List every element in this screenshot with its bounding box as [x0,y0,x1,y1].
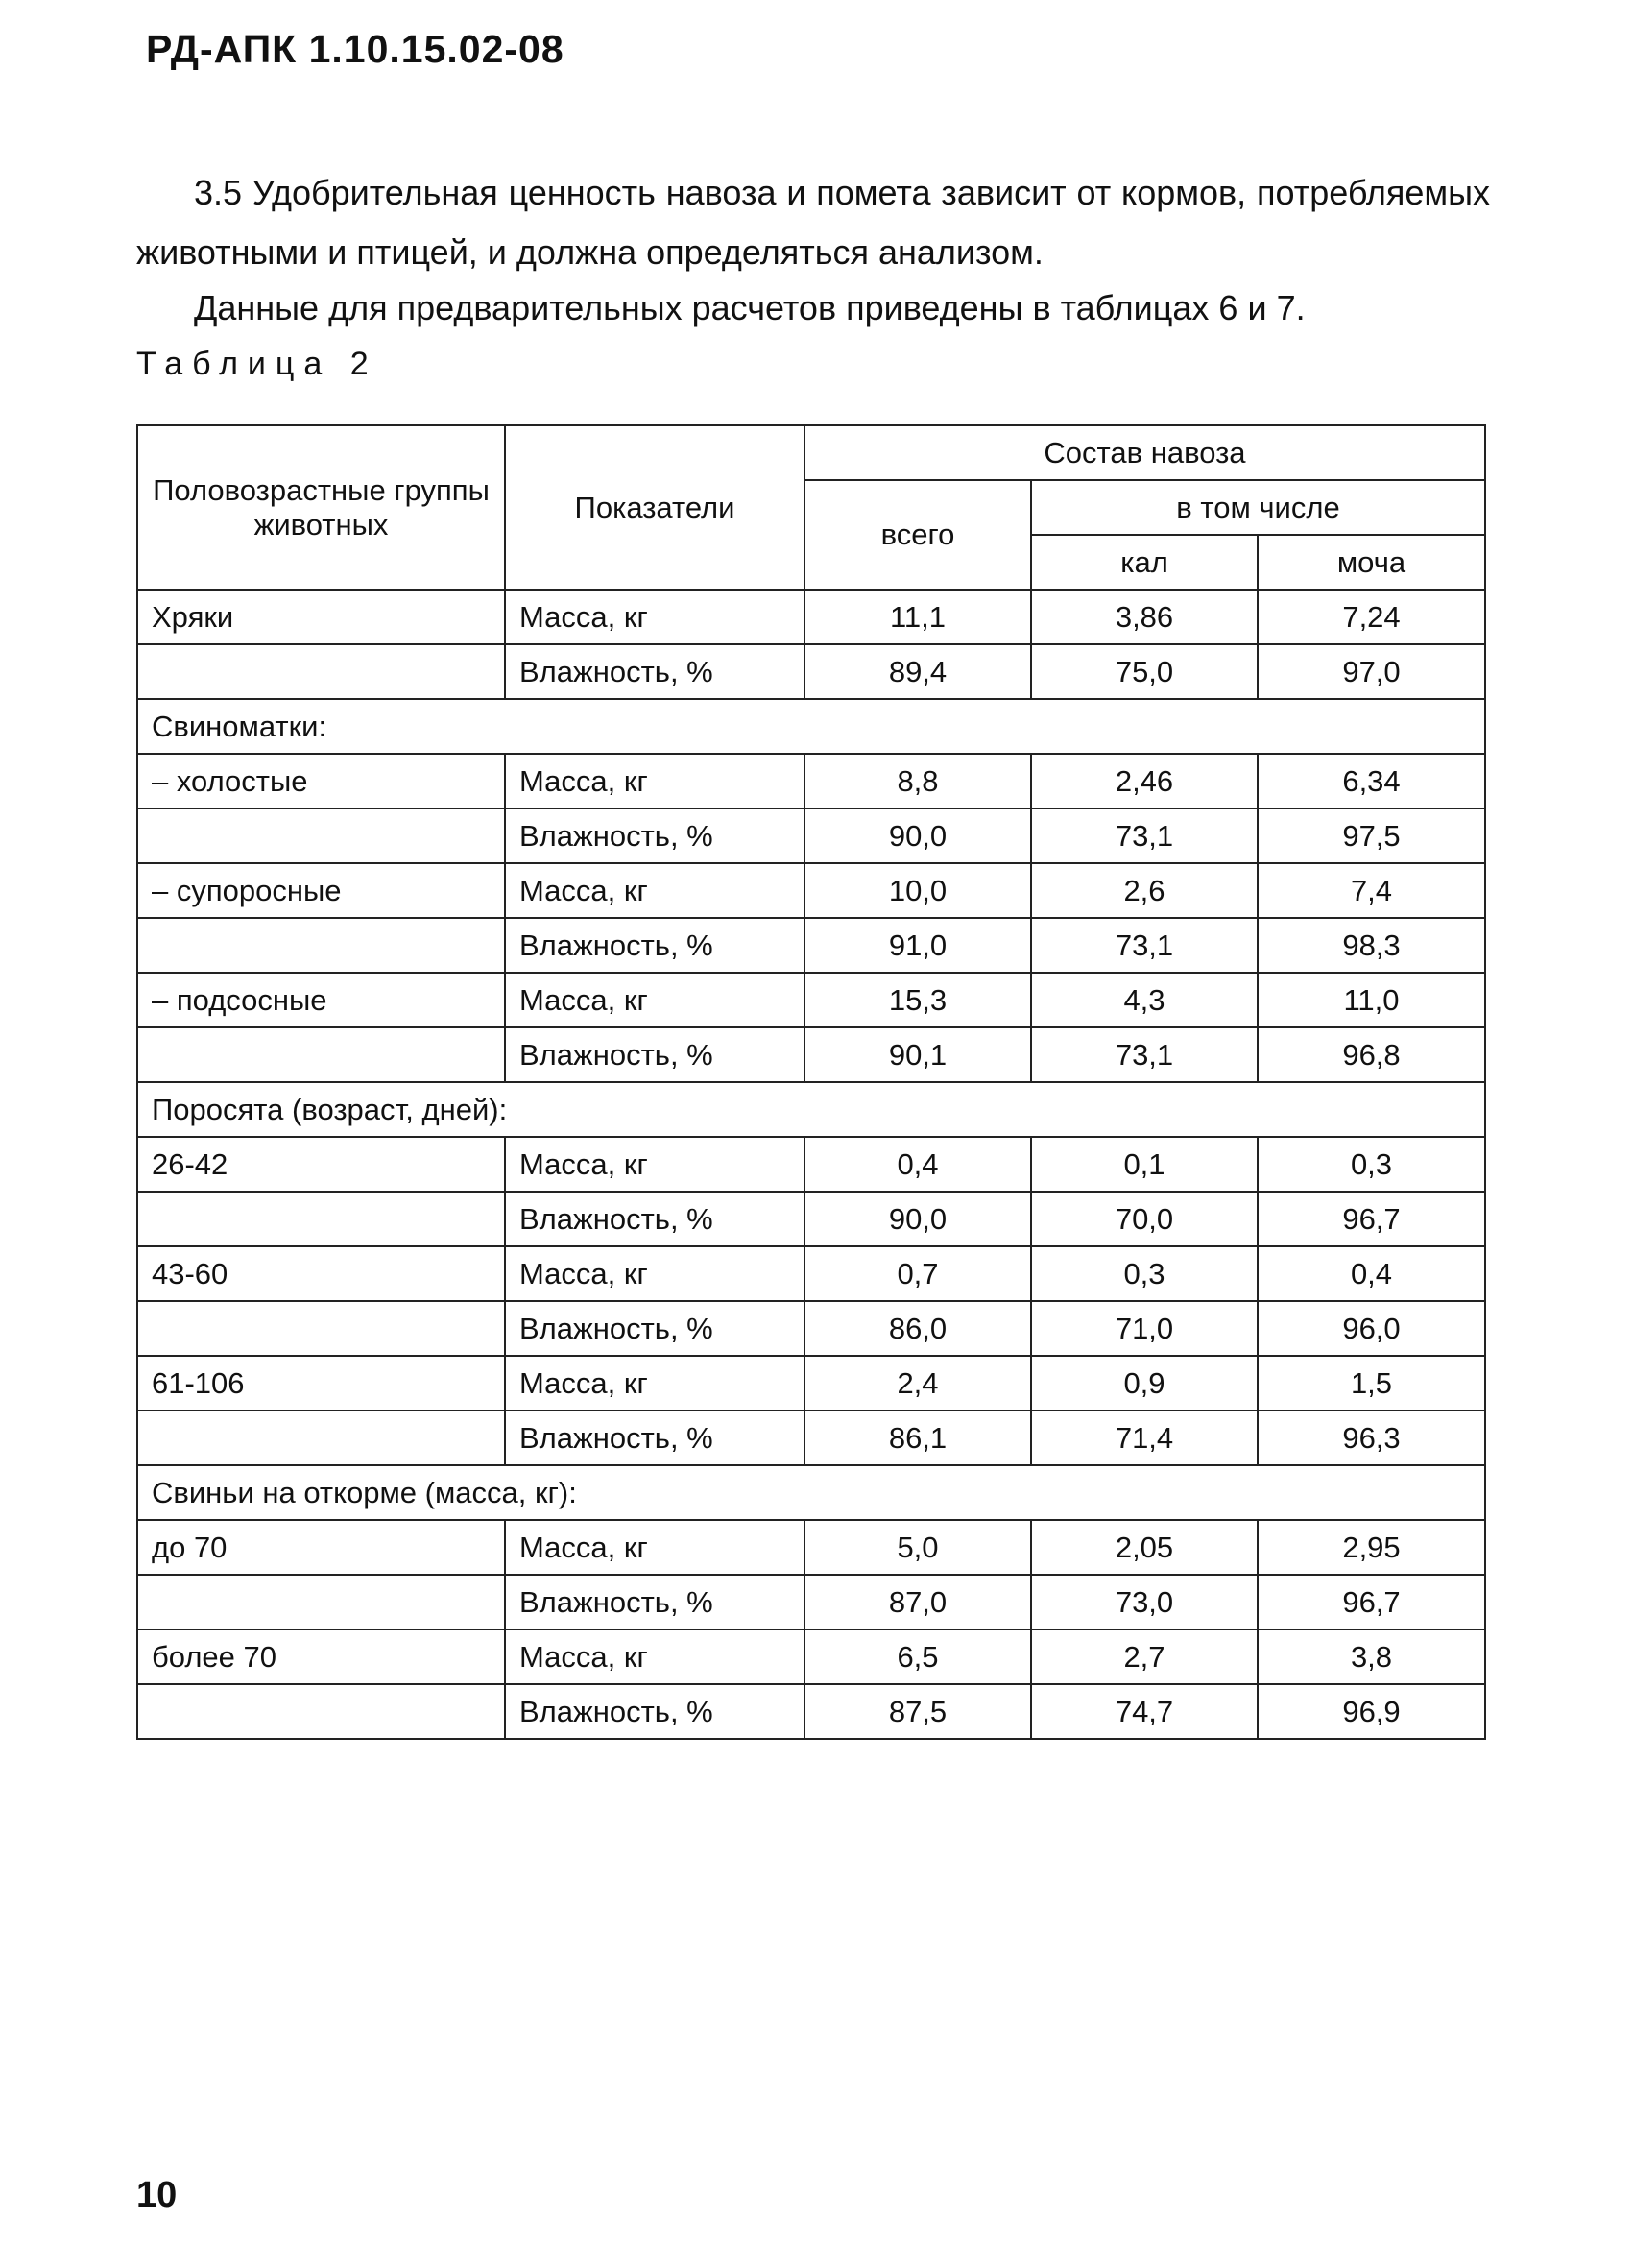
section-label: Свиноматки: [137,699,1485,754]
cell-urine: 96,8 [1258,1027,1485,1082]
header-including: в том числе [1031,480,1485,535]
header-feces: кал [1031,535,1258,590]
cell-total: 0,4 [804,1137,1031,1192]
section-label: Свиньи на откорме (масса, кг): [137,1465,1485,1520]
cell-indicator: Влажность, % [505,1301,804,1356]
cell-feces: 0,1 [1031,1137,1258,1192]
cell-urine: 96,9 [1258,1684,1485,1739]
cell-total: 90,0 [804,1192,1031,1246]
table-row [137,863,1485,918]
cell-total: 89,4 [804,644,1031,699]
cell-feces: 75,0 [1031,644,1258,699]
cell-total: 86,1 [804,1411,1031,1465]
cell-indicator: Масса, кг [505,1137,804,1192]
cell-urine: 3,8 [1258,1629,1485,1684]
document-code: РД-АПК 1.10.15.02-08 [146,27,564,71]
cell-indicator: Масса, кг [505,754,804,808]
table-row [137,1684,1485,1739]
cell-feces: 2,7 [1031,1629,1258,1684]
cell-urine: 0,4 [1258,1246,1485,1301]
cell-group [137,1301,505,1356]
cell-indicator: Масса, кг [505,1520,804,1575]
table-row [137,808,1485,863]
table-row [137,1301,1485,1356]
cell-urine: 96,7 [1258,1192,1485,1246]
cell-group [137,1027,505,1082]
header-composition: Состав навоза [804,425,1485,480]
cell-indicator: Масса, кг [505,973,804,1027]
cell-total: 11,1 [804,590,1031,644]
table-row [137,754,1485,808]
cell-feces: 73,1 [1031,1027,1258,1082]
table-section-row [137,1465,1485,1520]
table-row [137,1629,1485,1684]
cell-urine: 0,3 [1258,1137,1485,1192]
cell-indicator: Влажность, % [505,918,804,973]
cell-indicator: Влажность, % [505,808,804,863]
header-group: Половозрастные группы животных [137,425,505,590]
cell-urine: 96,3 [1258,1411,1485,1465]
cell-urine: 97,5 [1258,808,1485,863]
cell-feces: 0,9 [1031,1356,1258,1411]
cell-group: – подсосные [137,973,505,1027]
cell-group [137,918,505,973]
cell-group: – холостые [137,754,505,808]
manure-composition-table [136,424,1486,1740]
table-section-row [137,699,1485,754]
cell-total: 90,1 [804,1027,1031,1082]
cell-feces: 70,0 [1031,1192,1258,1246]
cell-group: более 70 [137,1629,505,1684]
cell-feces: 2,46 [1031,754,1258,808]
cell-indicator: Масса, кг [505,1246,804,1301]
header-total: всего [804,480,1031,590]
paragraph-data-reference: Данные для предварительных расчетов приведены в таблицах 6 и 7. [194,288,1306,327]
cell-indicator: Масса, кг [505,1356,804,1411]
cell-group: до 70 [137,1520,505,1575]
cell-urine: 97,0 [1258,644,1485,699]
cell-feces: 71,0 [1031,1301,1258,1356]
table-row [137,1575,1485,1629]
cell-total: 8,8 [804,754,1031,808]
paragraph-3-5: 3.5 Удобрительная ценность навоза и помета зависит от кормов, потребляемых животными и птицей, и должна определяться анализом. [136,173,1490,272]
cell-group [137,808,505,863]
cell-indicator: Влажность, % [505,1192,804,1246]
header-indicator: Показатели [505,425,804,590]
cell-indicator: Влажность, % [505,1575,804,1629]
cell-urine: 96,0 [1258,1301,1485,1356]
cell-total: 86,0 [804,1301,1031,1356]
table-section-row [137,1082,1485,1137]
cell-total: 87,0 [804,1575,1031,1629]
table-row [137,1137,1485,1192]
cell-total: 6,5 [804,1629,1031,1684]
cell-feces: 73,1 [1031,918,1258,973]
cell-total: 87,5 [804,1684,1031,1739]
cell-total: 90,0 [804,808,1031,863]
table-row [137,918,1485,973]
cell-urine: 6,34 [1258,754,1485,808]
cell-total: 0,7 [804,1246,1031,1301]
cell-indicator: Масса, кг [505,863,804,918]
cell-urine: 7,4 [1258,863,1485,918]
cell-group: 61-106 [137,1356,505,1411]
cell-urine: 96,7 [1258,1575,1485,1629]
cell-indicator: Влажность, % [505,1027,804,1082]
cell-indicator: Влажность, % [505,1684,804,1739]
cell-group [137,644,505,699]
cell-urine: 2,95 [1258,1520,1485,1575]
cell-total: 91,0 [804,918,1031,973]
cell-indicator: Масса, кг [505,1629,804,1684]
cell-group: 26-42 [137,1137,505,1192]
table-row [137,1411,1485,1465]
cell-feces: 73,0 [1031,1575,1258,1629]
cell-urine: 7,24 [1258,590,1485,644]
cell-total: 2,4 [804,1356,1031,1411]
cell-group: Хряки [137,590,505,644]
cell-feces: 73,1 [1031,808,1258,863]
cell-indicator: Масса, кг [505,590,804,644]
cell-feces: 4,3 [1031,973,1258,1027]
table-row [137,1246,1485,1301]
cell-feces: 71,4 [1031,1411,1258,1465]
table-row [137,1520,1485,1575]
cell-feces: 2,6 [1031,863,1258,918]
section-label: Поросята (возраст, дней): [137,1082,1485,1137]
cell-group [137,1575,505,1629]
table-row [137,1192,1485,1246]
table-row [137,1356,1485,1411]
cell-group [137,1684,505,1739]
cell-urine: 11,0 [1258,973,1485,1027]
table-row [137,590,1485,644]
table-row [137,644,1485,699]
cell-group: 43-60 [137,1246,505,1301]
cell-feces: 3,86 [1031,590,1258,644]
table-caption: Таблица 2 [136,346,378,382]
cell-group: – супоросные [137,863,505,918]
cell-feces: 74,7 [1031,1684,1258,1739]
cell-group [137,1411,505,1465]
page-number: 10 [136,2175,178,2215]
table-row [137,973,1485,1027]
header-urine: моча [1258,535,1485,590]
cell-total: 5,0 [804,1520,1031,1575]
cell-indicator: Влажность, % [505,644,804,699]
table-body [137,590,1485,1739]
cell-urine: 1,5 [1258,1356,1485,1411]
cell-feces: 2,05 [1031,1520,1258,1575]
cell-feces: 0,3 [1031,1246,1258,1301]
table-row [137,1027,1485,1082]
cell-total: 15,3 [804,973,1031,1027]
cell-group [137,1192,505,1246]
cell-total: 10,0 [804,863,1031,918]
cell-urine: 98,3 [1258,918,1485,973]
cell-indicator: Влажность, % [505,1411,804,1465]
